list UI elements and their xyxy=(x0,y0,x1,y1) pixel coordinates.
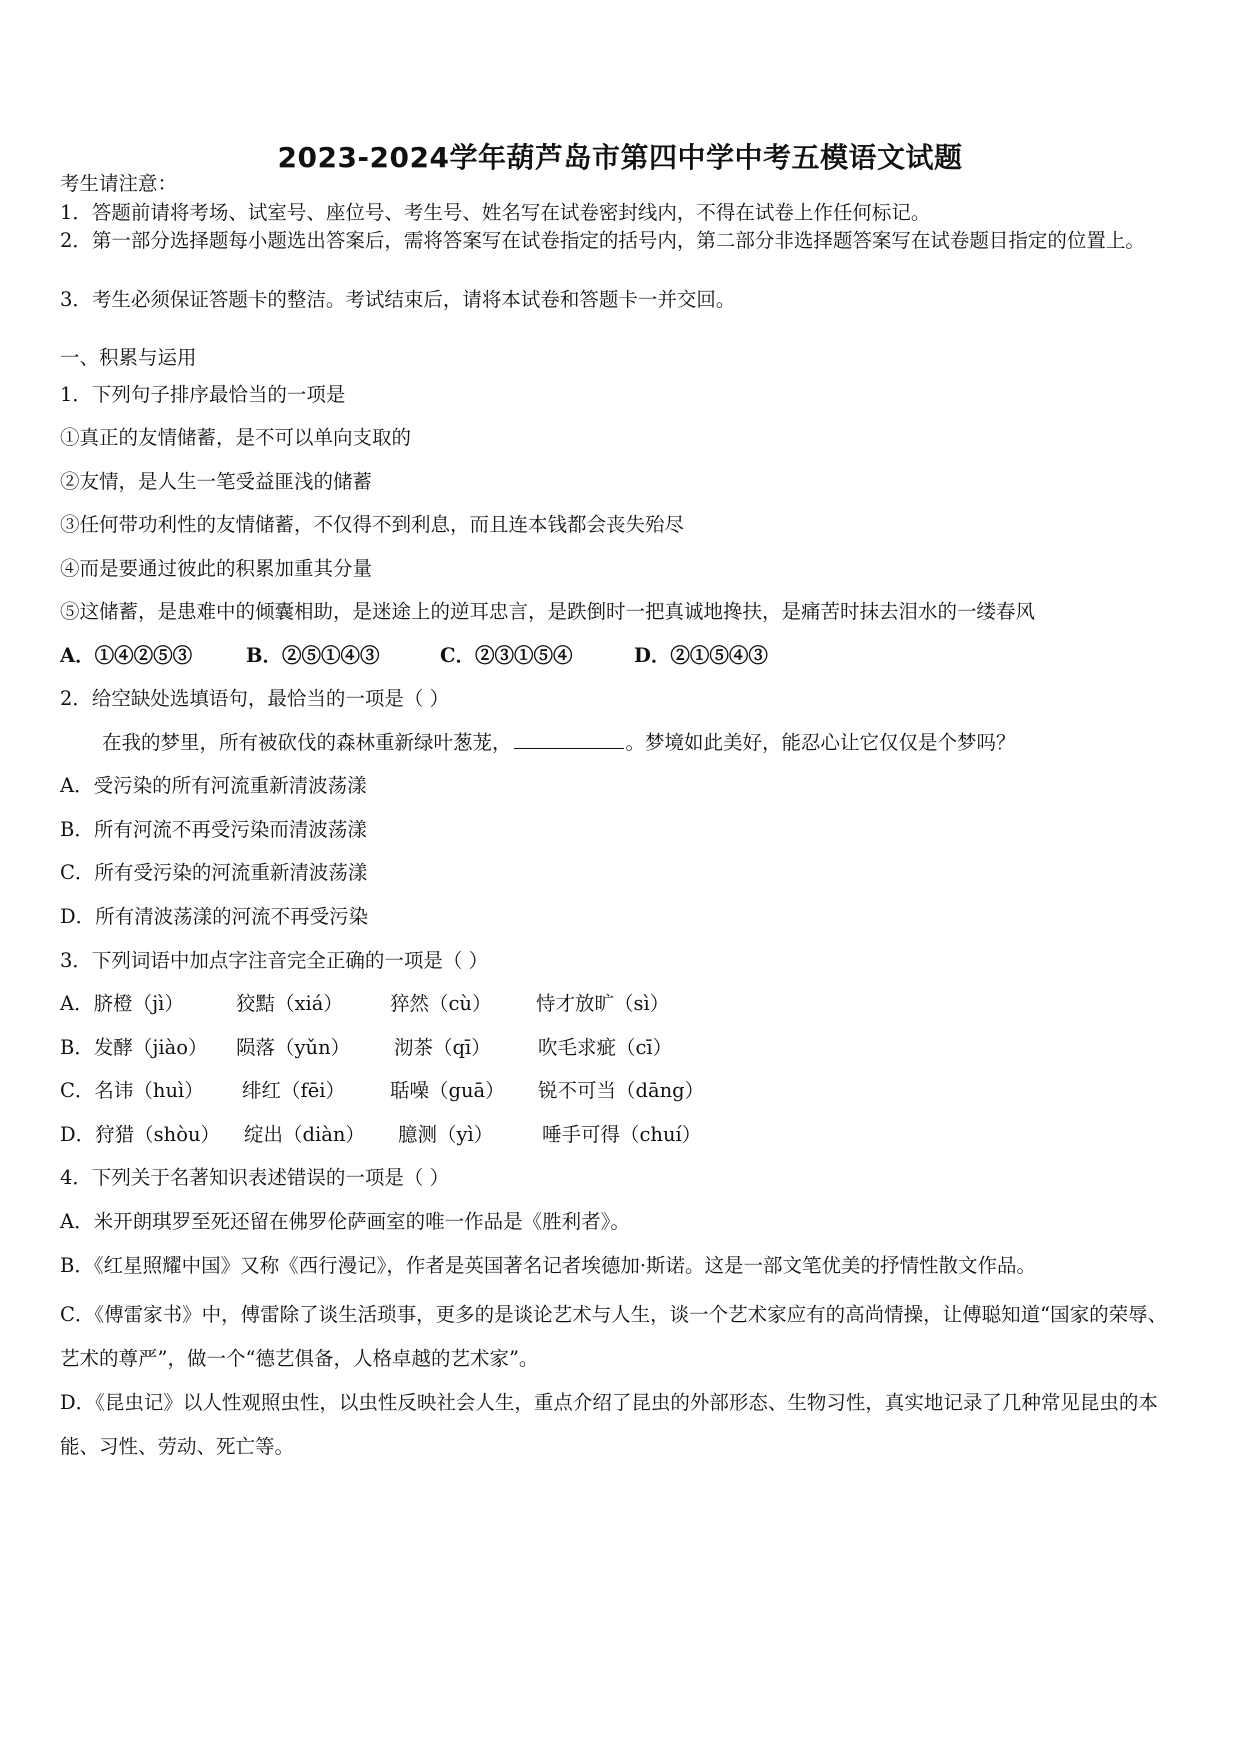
q2-passage xyxy=(60,727,1016,755)
q3-row-c-word-4: 锐不可当（dāng） xyxy=(538,1079,705,1102)
q3-row-a-word-3: 猝然（cù） xyxy=(390,992,492,1015)
question-3-stem: 3．下列词语中加点字注音完全正确的一项是（ ） xyxy=(60,949,489,972)
q2-option-a[interactable]: A．受污染的所有河流重新清波荡漾 xyxy=(60,774,367,797)
q4-option-a[interactable]: A．米开朗琪罗至死还留在佛罗伦萨画室的唯一作品是《胜利者》。 xyxy=(60,1210,630,1233)
q3-row-c-word-1[interactable]: C．名讳（huì） xyxy=(60,1079,204,1102)
q2-option-c[interactable]: C．所有受污染的河流重新清波荡漾 xyxy=(60,861,368,884)
q1-option-b[interactable]: B．②⑤①④③ xyxy=(246,644,380,667)
q3-row-d-word-2: 绽出（diàn） xyxy=(244,1123,365,1146)
question-4-stem: 4．下列关于名著知识表述错误的一项是（ ） xyxy=(60,1166,450,1189)
notice-item-1: 1．答题前请将考场、试室号、座位号、考生号、姓名写在试卷密封线内，不得在试卷上作任何标记。 xyxy=(60,201,931,224)
q3-row-b-word-3: 沏茶（qī） xyxy=(394,1036,491,1059)
q3-row-b-word-1[interactable]: B．发酵（jiào） xyxy=(60,1036,208,1059)
section-heading: 一、积累与运用 xyxy=(60,346,197,369)
q3-row-d-word-3: 臆测（yì） xyxy=(398,1123,494,1146)
q2-option-b[interactable]: B．所有河流不再受污染而清波荡漾 xyxy=(60,818,367,841)
q1-sentence-3: ③任何带功利性的友情储蓄，不仅得不到利息，而且连本钱都会丧失殆尽 xyxy=(60,513,685,536)
q1-sentence-1: ①真正的友情储蓄，是不可以单向支取的 xyxy=(60,426,412,449)
page-title: 2023-2024学年葫芦岛市第四中学中考五模语文试题 xyxy=(277,141,963,174)
q2-passage-after: 。梦境如此美好，能忍心让它仅仅是个梦吗？ xyxy=(625,731,1016,754)
q1-sentence-5: ⑤这储蓄，是患难中的倾囊相助，是迷途上的逆耳忠言，是跌倒时一把真诚地搀扶，是痛苦时抹去泪水的一缕春风 xyxy=(60,600,1036,623)
q1-option-c[interactable]: C．②③①⑤④ xyxy=(440,644,573,667)
q1-option-a[interactable]: A．①④②⑤③ xyxy=(60,644,193,667)
q1-sentence-4: ④而是要通过彼此的积累加重其分量 xyxy=(60,557,373,580)
q3-row-b-word-2: 陨落（yǔn） xyxy=(236,1036,351,1059)
question-1-stem: 1．下列句子排序最恰当的一项是 xyxy=(60,383,346,406)
q4-option-d[interactable]: D．《昆虫记》以人性观照虫性，以虫性反映社会人生，重点介绍了昆虫的外部形态、生物习性，真实地记录了几种常见昆虫的本能、习性、劳动、死亡等。 xyxy=(60,1391,1158,1458)
q3-row-d-word-4: 唾手可得（chuí） xyxy=(542,1123,702,1146)
q1-sentence-2: ②友情，是人生一笔受益匪浅的储蓄 xyxy=(60,470,373,493)
q2-option-d[interactable]: D．所有清波荡漾的河流不再受污染 xyxy=(60,905,369,928)
q3-row-c-word-3: 聒噪（guā） xyxy=(390,1079,505,1102)
q3-row-b-word-4: 吹毛求疵（cī） xyxy=(538,1036,673,1059)
notice-item-3: 3．考生必须保证答题卡的整洁。考试结束后，请将本试卷和答题卡一并交回。 xyxy=(60,288,736,311)
question-2-stem: 2．给空缺处选填语句，最恰当的一项是（ ） xyxy=(60,687,450,710)
q2-answer-blank[interactable] xyxy=(514,730,624,749)
q4-option-b[interactable]: B．《红星照耀中国》又称《西行漫记》，作者是英国著名记者埃德加·斯诺。这是一部文笔优美的抒情性散文作品。 xyxy=(60,1254,1037,1277)
q2-passage-before: 在我的梦里，所有被砍伐的森林重新绿叶葱茏， xyxy=(102,731,512,754)
q3-row-a-word-1[interactable]: A．脐橙（jì） xyxy=(60,992,184,1015)
q3-row-d-word-1[interactable]: D．狩猎（shòu） xyxy=(60,1123,220,1146)
q4-option-c[interactable]: C．《傅雷家书》中，傅雷除了谈生活琐事，更多的是谈论艺术与人生，谈一个艺术家应有的高尚情操，让傅聪知道“国家的荣辱、艺术的尊严”，做一个“德艺俱备，人格卓越的艺术家”。 xyxy=(60,1303,1168,1370)
q3-row-a-word-2: 狡黠（xiá） xyxy=(236,992,343,1015)
notice-heading: 考生请注意： xyxy=(60,172,178,195)
q1-option-d[interactable]: D．②①⑤④③ xyxy=(634,644,768,667)
q3-row-c-word-2: 绯红（fēi） xyxy=(242,1079,345,1102)
notice-item-2: 2．第一部分选择题每小题选出答案后，需将答案写在试卷指定的括号内，第二部分非选择题答案写在试卷题目指定的位置上。 xyxy=(60,229,1145,252)
q3-row-a-word-4: 恃才放旷（sì） xyxy=(536,992,670,1015)
